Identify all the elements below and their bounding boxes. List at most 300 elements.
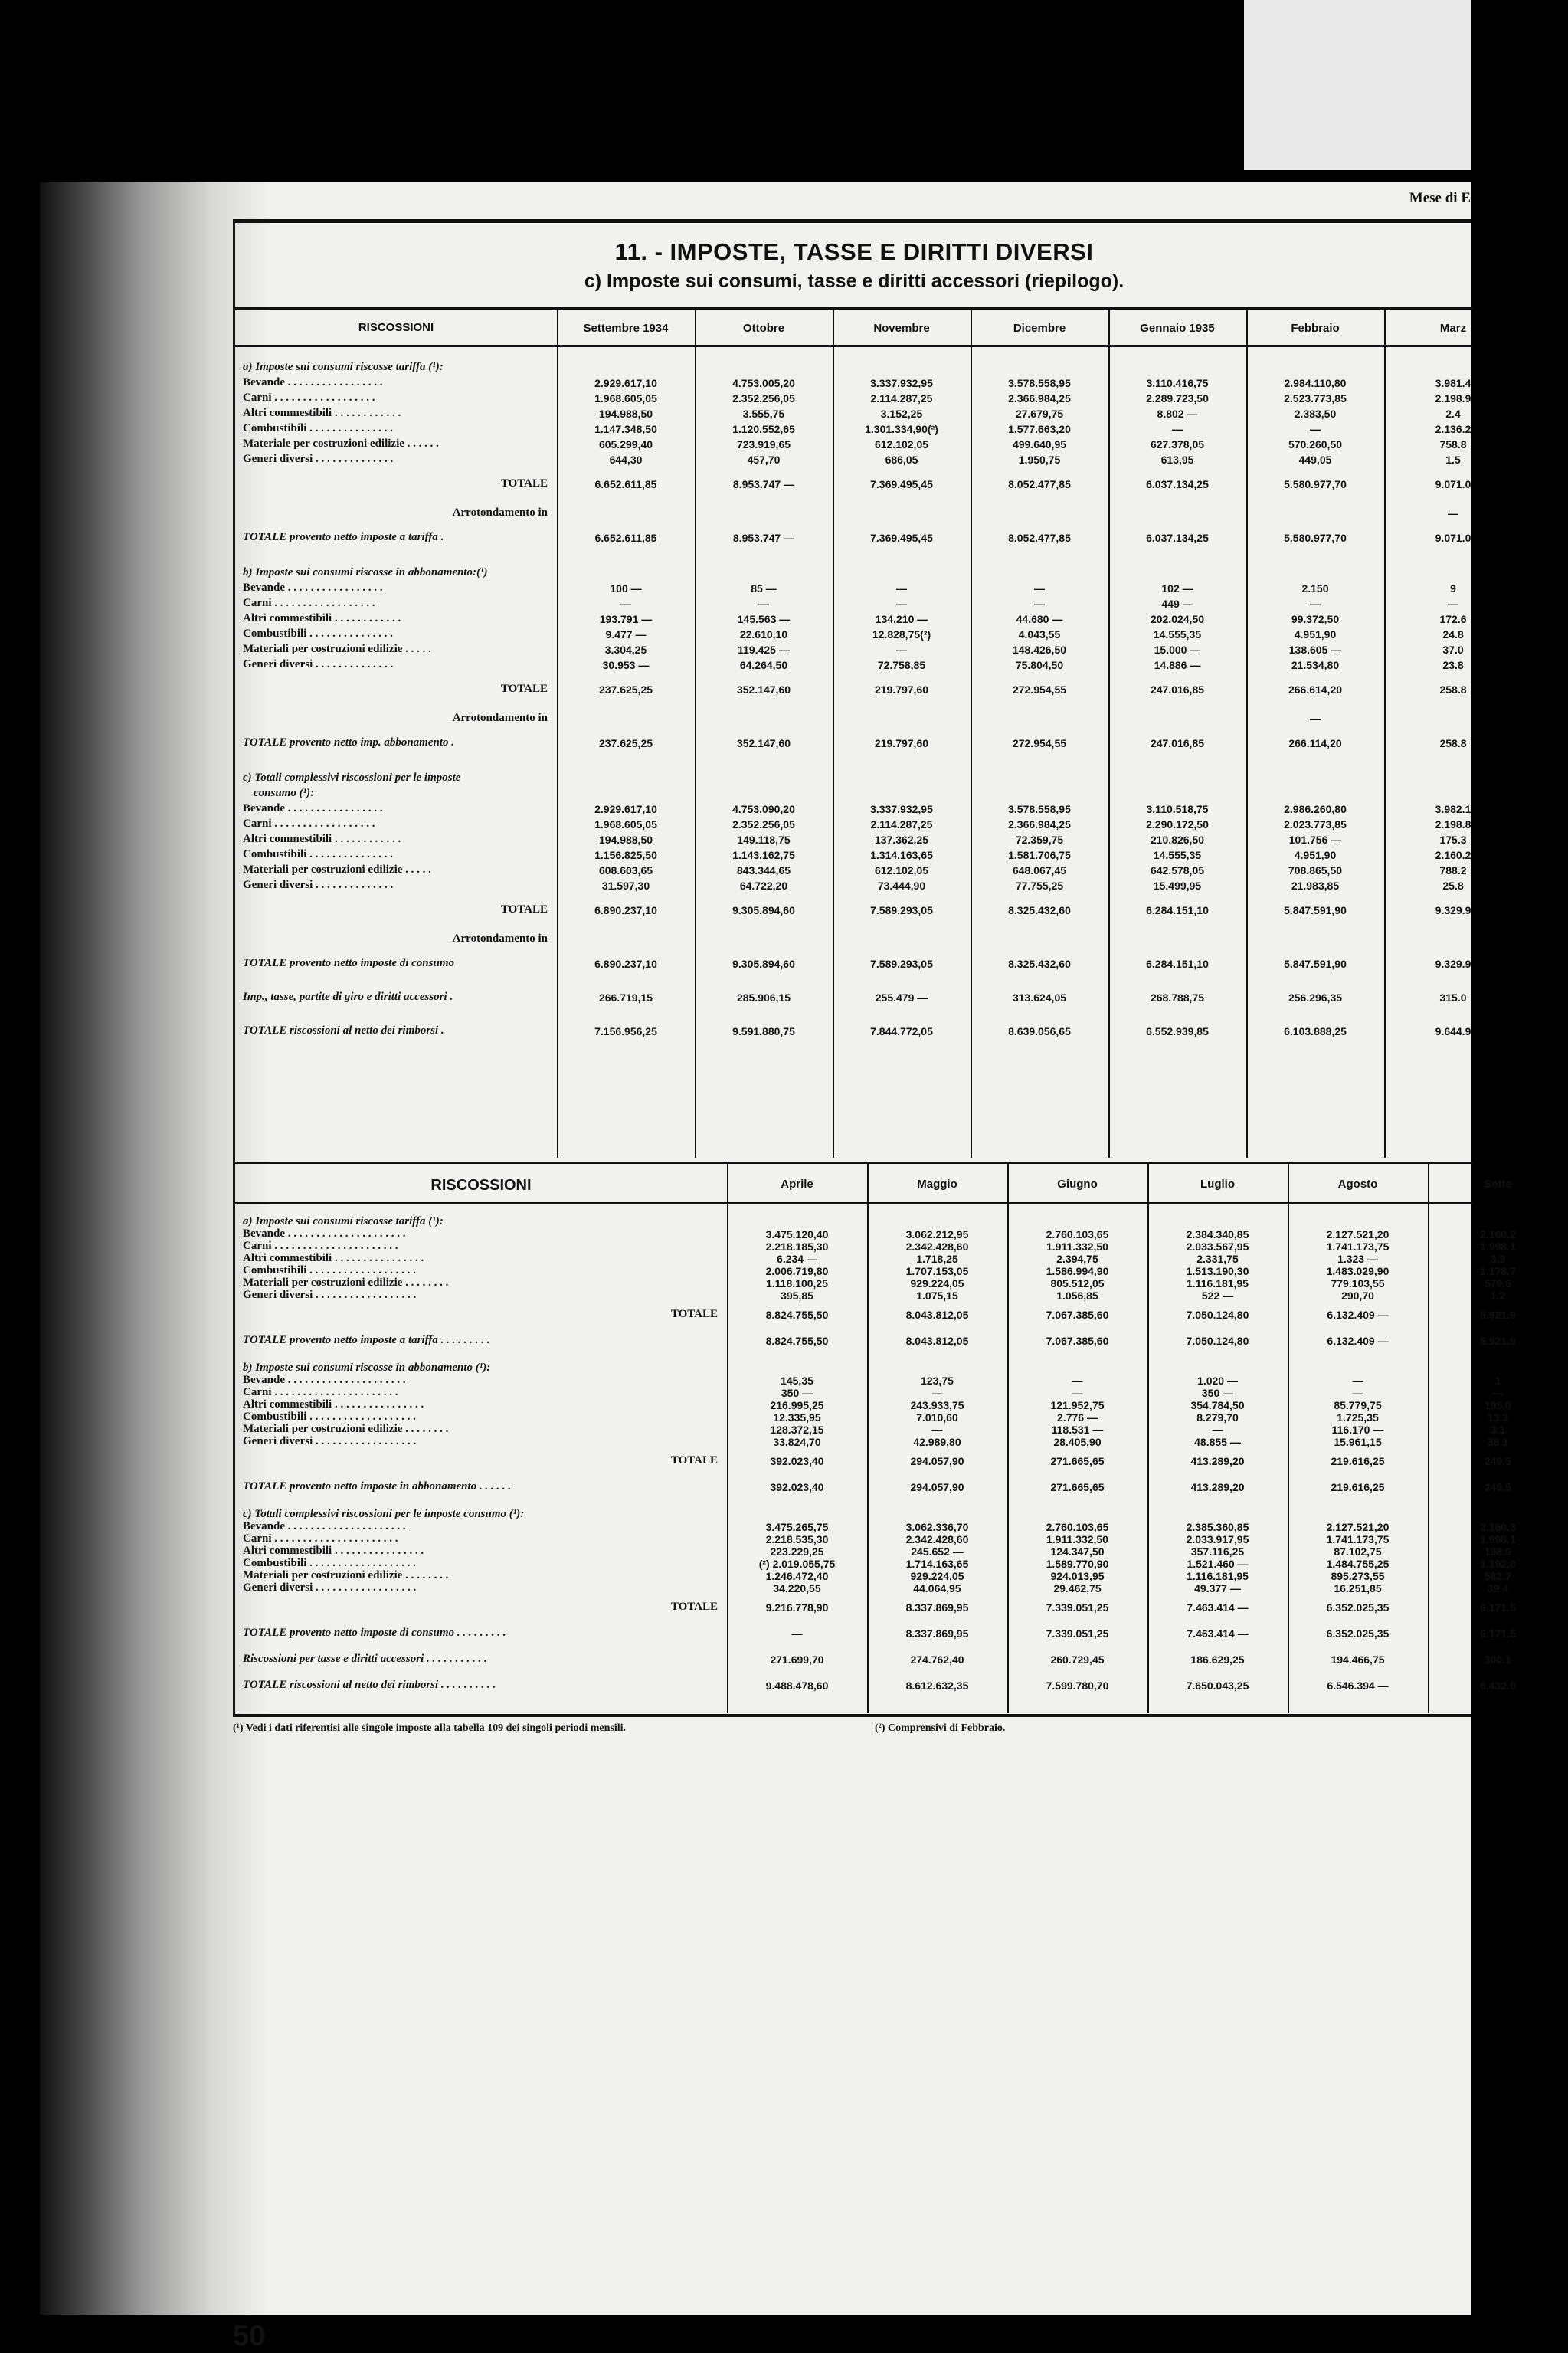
bottom-cell: 33.824,70 xyxy=(773,1436,821,1448)
top-cell: 266.719,15 xyxy=(598,991,653,1004)
bottom-cell: 1.714.163,65 xyxy=(905,1558,969,1570)
top-cell: 15.499,95 xyxy=(1153,880,1202,892)
bottom-cell: 300.1 xyxy=(1484,1653,1512,1666)
top-cell: 268.788,75 xyxy=(1150,991,1205,1004)
top-cell: 7.589.293,05 xyxy=(870,958,933,970)
bottom-cell: 779.103,55 xyxy=(1331,1277,1385,1290)
top-cell: 3.555,75 xyxy=(742,408,785,420)
bottom-cell: 219.616,25 xyxy=(1331,1455,1385,1467)
bottom-row-label: Altri commestibili . . . . . . . . . . . . . . . . xyxy=(243,1545,424,1557)
top-cell: 605.299,40 xyxy=(598,438,653,451)
top-row-label: Arrotondamento in xyxy=(452,712,548,724)
top-row-label: Bevande . . . . . . . . . . . . . . . . . xyxy=(243,802,383,814)
top-cell: 4.753.090,20 xyxy=(732,803,795,815)
top-cell: 256.296,35 xyxy=(1288,991,1343,1004)
top-cell: 449 — xyxy=(1161,598,1193,610)
top-cell: 1.143.162,75 xyxy=(732,849,795,861)
bottom-cell: 2.006.719,80 xyxy=(765,1265,829,1277)
footnote-2: (²) Comprensivi di Febbraio. xyxy=(875,1722,1006,1734)
bottom-cell: — xyxy=(1352,1375,1363,1387)
bottom-cell: 29.462,75 xyxy=(1053,1582,1102,1594)
top-row-label: Altri commestibili . . . . . . . . . . . . xyxy=(243,612,401,624)
bottom-cell: 7.650.043,25 xyxy=(1186,1680,1249,1692)
top-cell: 9.305.894,60 xyxy=(732,958,795,970)
top-cell: 6.890.237,10 xyxy=(594,904,657,916)
bottom-cell: 1 xyxy=(1494,1375,1501,1387)
bottom-cell: 1.323 — xyxy=(1337,1253,1378,1265)
bottom-cell: 7.463.414 — xyxy=(1187,1601,1249,1614)
bottom-cell: 6.234 — xyxy=(777,1253,817,1265)
top-cell: 1.314.163,65 xyxy=(870,849,933,861)
bottom-cell: 1.707.153,05 xyxy=(905,1265,969,1277)
top-cell: 8.639.056,65 xyxy=(1008,1025,1071,1037)
top-cell: 6.652.611,85 xyxy=(594,532,657,544)
bottom-cell: 392.023,40 xyxy=(770,1455,824,1467)
bottom-cell: 2.760.103,65 xyxy=(1046,1228,1109,1240)
bottom-cell: 8.043.812,05 xyxy=(905,1335,969,1347)
bottom-cell: 1.998.1 xyxy=(1480,1240,1516,1253)
top-cell: 3.982.1 xyxy=(1435,803,1471,815)
bottom-cell: 1.725,35 xyxy=(1337,1411,1379,1424)
bottom-col-header: Giugno xyxy=(1057,1178,1098,1191)
running-header xyxy=(201,182,1471,206)
bottom-cell: 1.483.029,90 xyxy=(1326,1265,1390,1277)
top-cell: 1.577.663,20 xyxy=(1008,423,1071,435)
top-cell: 2.929.617,10 xyxy=(594,803,657,815)
top-cell: 2.366.984,25 xyxy=(1008,818,1071,831)
top-cell: 5.847.591,90 xyxy=(1284,904,1347,916)
bottom-cell: 15.961,15 xyxy=(1334,1436,1382,1448)
bottom-cell: 12.335,95 xyxy=(773,1411,821,1424)
bottom-cell: — xyxy=(1212,1424,1223,1436)
bottom-cell: 16.251,85 xyxy=(1334,1582,1382,1594)
top-cell: 175.3 xyxy=(1439,834,1467,846)
top-cell: 219.797,60 xyxy=(874,737,929,749)
top-cell: — xyxy=(1448,507,1458,519)
bottom-row-label: c) Totali complessivi riscossioni per le imposte consumo (¹): xyxy=(243,1508,525,1520)
bottom-cell: 44.064,95 xyxy=(913,1582,961,1594)
bottom-cell: 8.043.812,05 xyxy=(905,1309,969,1321)
bottom-cell: 1.911.332,50 xyxy=(1046,1240,1108,1253)
top-cell: 237.625,25 xyxy=(598,737,653,749)
bottom-cell: 249.5 xyxy=(1484,1455,1512,1467)
top-col-header: Novembre xyxy=(873,322,930,335)
top-cell: 30.953 — xyxy=(602,659,650,671)
bottom-cell: 2.776 — xyxy=(1057,1411,1098,1424)
bottom-cell: 8.337.869,95 xyxy=(905,1601,969,1614)
top-cell: 2.290.172,50 xyxy=(1146,818,1209,831)
bottom-col-header: Aprile xyxy=(781,1178,813,1191)
top-cell: 499.640,95 xyxy=(1012,438,1067,451)
top-cell: 1.147.348,50 xyxy=(594,423,657,435)
bottom-row-label: Materiali per costruzioni edilizie . . . . . . . . xyxy=(243,1423,449,1435)
top-cell: 27.679,75 xyxy=(1015,408,1064,420)
bottom-cell: 271.665,65 xyxy=(1050,1455,1105,1467)
top-cell: 723.919,65 xyxy=(736,438,791,451)
top-cell: 8.953.747 — xyxy=(732,478,795,490)
bottom-cell: 3.062.212,95 xyxy=(905,1228,969,1240)
top-cell: 9.477 — xyxy=(605,628,647,641)
top-row-label: Materiali per costruzioni edilizie . . . . . xyxy=(243,643,431,655)
bottom-cell: 5.921.9 xyxy=(1480,1309,1516,1321)
bottom-cell: 1.484.755,25 xyxy=(1326,1558,1390,1570)
top-cell: 9.644.9 xyxy=(1435,1025,1471,1037)
top-cell: 3.304,25 xyxy=(604,644,647,656)
top-cell: 4.043,55 xyxy=(1018,628,1061,641)
bottom-cell: 7.067.385,60 xyxy=(1046,1335,1109,1347)
bottom-cell: 6.171.5 xyxy=(1480,1601,1516,1614)
bottom-cell: 186.629,25 xyxy=(1190,1653,1245,1666)
top-cell: 1.581.706,75 xyxy=(1008,849,1071,861)
top-cell: 8.052.477,85 xyxy=(1008,532,1071,544)
top-cell: 8.953.747 — xyxy=(732,532,795,544)
top-cell: 613,95 xyxy=(1160,454,1194,466)
top-cell: 9.591.880,75 xyxy=(732,1025,795,1037)
bottom-cell: 7.339.051,25 xyxy=(1046,1601,1109,1614)
top-cell: 788.2 xyxy=(1439,864,1467,877)
top-cell: 72.359,75 xyxy=(1015,834,1064,846)
top-cell: 85 — xyxy=(751,582,777,595)
bottom-cell: 2.033.917,95 xyxy=(1186,1533,1249,1545)
bottom-cell: (²) 2.019.055,75 xyxy=(758,1558,836,1570)
top-row-label: TOTALE xyxy=(500,683,548,695)
bottom-row-label: Combustibili . . . . . . . . . . . . . . . . . . . xyxy=(243,1264,416,1276)
bottom-cell: 1.118.100,25 xyxy=(766,1277,828,1290)
top-cell: 3.152,25 xyxy=(880,408,923,420)
top-cell: 315.0 xyxy=(1439,991,1467,1004)
top-cell: 172.6 xyxy=(1439,613,1467,625)
top-cell: 14.555,35 xyxy=(1153,849,1202,861)
bottom-cell: 290,70 xyxy=(1341,1290,1374,1302)
bottom-col-header: Sette xyxy=(1484,1178,1512,1191)
top-row-label: Bevande . . . . . . . . . . . . . . . . . xyxy=(243,582,383,594)
bottom-cell: — xyxy=(1492,1387,1504,1399)
bottom-cell: 2.033.567,95 xyxy=(1186,1240,1249,1253)
top-cell: 194.988,50 xyxy=(598,408,653,420)
top-cell: — xyxy=(1310,713,1321,725)
top-cell: 1.301.334,90(²) xyxy=(865,423,938,435)
bottom-cell: 38.1 xyxy=(1487,1436,1509,1448)
top-cell: 44.680 — xyxy=(1016,613,1063,625)
top-row-label: Materiali per costruzioni edilizie . . . . . xyxy=(243,864,431,876)
top-cell: 3.337.932,95 xyxy=(870,377,933,389)
top-cell: — xyxy=(896,598,907,610)
bottom-row-label: Bevande . . . . . . . . . . . . . . . . . . . . . xyxy=(243,1227,406,1240)
bottom-cell: 124.347,50 xyxy=(1050,1545,1105,1558)
top-cell: 7.369.495,45 xyxy=(870,532,933,544)
bottom-row-label: TOTALE xyxy=(670,1454,718,1467)
top-cell: 119.425 — xyxy=(738,644,790,656)
bottom-cell: 294.057,90 xyxy=(910,1481,964,1493)
top-cell: — xyxy=(620,598,631,610)
bottom-row-label: TOTALE riscossioni al netto dei rimborsi . . . . . . . . . . xyxy=(243,1679,496,1691)
top-cell: 99.372,50 xyxy=(1291,613,1340,625)
bottom-cell: 28.405,90 xyxy=(1053,1436,1102,1448)
top-row-label: TOTALE xyxy=(500,477,548,490)
top-cell: 14.555,35 xyxy=(1153,628,1202,641)
top-row-label: Combustibili . . . . . . . . . . . . . . . xyxy=(243,422,393,434)
top-cell: 23.8 xyxy=(1442,659,1464,671)
bottom-cell: 294.057,90 xyxy=(910,1455,964,1467)
top-row-label: a) Imposte sui consumi riscosse tariffa (¹): xyxy=(243,361,444,373)
top-cell: 8.325.432,60 xyxy=(1008,904,1071,916)
top-cell: 148.426,50 xyxy=(1012,644,1067,656)
bottom-row-label: Generi diversi . . . . . . . . . . . . . . . . . . xyxy=(243,1435,417,1447)
top-cell: — xyxy=(896,644,907,656)
top-cell: 77.755,25 xyxy=(1015,880,1064,892)
top-cell: 612.102,05 xyxy=(874,438,929,451)
top-cell: 313.624,05 xyxy=(1012,991,1067,1004)
top-row-label: TOTALE provento netto imp. abbonamento . xyxy=(243,736,454,749)
top-row-label: Imp., tasse, partite di giro e diritti accessori . xyxy=(243,991,453,1003)
bottom-cell: 7.067.385,60 xyxy=(1046,1309,1109,1321)
top-cell: 6.037.134,25 xyxy=(1146,532,1209,544)
top-cell: 6.552.939,85 xyxy=(1146,1025,1209,1037)
bottom-row-label: Combustibili . . . . . . . . . . . . . . . . . . . xyxy=(243,1411,416,1423)
top-row-label: Combustibili . . . . . . . . . . . . . . . xyxy=(243,628,393,640)
bottom-cell: 118.531 — xyxy=(1051,1424,1104,1436)
top-cell: 21.983,85 xyxy=(1291,880,1340,892)
top-cell: 352.147,60 xyxy=(736,683,791,696)
bottom-cell: 8.824.755,50 xyxy=(765,1335,829,1347)
top-cell: — xyxy=(1448,598,1458,610)
bottom-cell: 195.0 xyxy=(1484,1399,1512,1411)
top-row-label: TOTALE xyxy=(500,903,548,916)
top-cell: — xyxy=(1172,423,1183,435)
top-row-label: consumo (¹): xyxy=(254,787,315,799)
top-cell: 1.5 xyxy=(1445,454,1461,466)
top-header-riscossioni: RISCOSSIONI xyxy=(358,321,434,334)
top-cell: 4.753.005,20 xyxy=(732,377,795,389)
bottom-row-label: TOTALE xyxy=(670,1308,718,1320)
top-cell: 2.986.260,80 xyxy=(1284,803,1347,815)
bottom-cell: 1.2 xyxy=(1490,1290,1506,1302)
bottom-cell: 413.289,20 xyxy=(1190,1481,1245,1493)
bottom-cell: 116.170 — xyxy=(1331,1424,1384,1436)
top-cell: 3.578.558,95 xyxy=(1008,377,1071,389)
table-subtitle: c) Imposte sui consumi, tasse e diritti accessori (riepilogo). xyxy=(584,270,1124,292)
bottom-row-label: TOTALE provento netto imposte a tariffa . . . . . . . . . xyxy=(243,1334,490,1346)
bottom-cell: 395,85 xyxy=(781,1290,813,1302)
top-cell: 686,05 xyxy=(885,454,918,466)
bottom-cell: 9.488.478,60 xyxy=(765,1680,829,1692)
top-cell: 708.865,50 xyxy=(1288,864,1343,877)
bottom-cell: 145,35 xyxy=(781,1375,813,1387)
bottom-cell: 42.989,80 xyxy=(913,1436,961,1448)
top-col-header: Dicembre xyxy=(1013,322,1066,335)
bottom-cell: 271.665,65 xyxy=(1050,1481,1105,1493)
top-cell: 2.352.256,05 xyxy=(732,392,795,405)
top-cell: 12.828,75(²) xyxy=(872,628,931,641)
bottom-cell: 3.475.120,40 xyxy=(765,1228,829,1240)
top-cell: 608.603,65 xyxy=(598,864,653,877)
bottom-cell: 2.218.535,30 xyxy=(765,1533,829,1545)
bottom-row-label: a) Imposte sui consumi riscosse tariffa (¹): xyxy=(243,1215,444,1227)
top-cell: 2.198.8 xyxy=(1435,818,1471,831)
top-row-label: Bevande . . . . . . . . . . . . . . . . . xyxy=(243,376,383,388)
bottom-cell: 1.718,25 xyxy=(916,1253,958,1265)
top-cell: 7.844.772,05 xyxy=(870,1025,933,1037)
top-cell: 6.890.237,10 xyxy=(594,958,657,970)
bottom-cell: 2.342.428,60 xyxy=(905,1533,969,1545)
background-photo-corner xyxy=(1244,0,1471,170)
top-cell: 2.114.287,25 xyxy=(870,818,933,831)
top-row-label: b) Imposte sui consumi riscosse in abbonamento:(¹) xyxy=(243,566,488,578)
top-row-label: TOTALE provento netto imposte di consumo xyxy=(243,957,454,969)
bottom-cell: 2.384.340,85 xyxy=(1186,1228,1249,1240)
bottom-cell: 354.784,50 xyxy=(1190,1399,1245,1411)
bottom-cell: 8.824.755,50 xyxy=(765,1309,829,1321)
top-cell: 247.016,85 xyxy=(1150,737,1205,749)
top-cell: 648.067,45 xyxy=(1012,864,1067,877)
bottom-cell: 1.911.332,50 xyxy=(1046,1533,1108,1545)
top-cell: 219.797,60 xyxy=(874,683,929,696)
top-cell: 6.037.134,25 xyxy=(1146,478,1209,490)
top-row-label: Materiale per costruzioni edilizie . . . . . . xyxy=(243,438,439,450)
bottom-cell: 1.116.181,95 xyxy=(1187,1570,1249,1582)
top-row-label: Carni . . . . . . . . . . . . . . . . . . xyxy=(243,818,375,830)
bottom-cell: 895.273,55 xyxy=(1331,1570,1385,1582)
bottom-cell: 582.7 xyxy=(1484,1570,1512,1582)
top-cell: 37.0 xyxy=(1442,644,1464,656)
top-cell: 1.120.552,65 xyxy=(732,423,795,435)
bottom-cell: 6.546.394 — xyxy=(1327,1680,1389,1692)
bottom-cell: 8.612.632,35 xyxy=(905,1680,969,1692)
top-cell: 3.110.416,75 xyxy=(1146,377,1209,389)
top-cell: 102 — xyxy=(1161,582,1193,595)
top-cell: 2.366.984,25 xyxy=(1008,392,1071,405)
bottom-cell: 48.855 — xyxy=(1194,1436,1241,1448)
top-cell: 149.118,75 xyxy=(737,834,791,846)
top-cell: 1.156.825,50 xyxy=(594,849,657,861)
bottom-cell: 8.279,70 xyxy=(1196,1411,1239,1424)
bottom-cell: 216.995,25 xyxy=(770,1399,824,1411)
bottom-cell: 522 — xyxy=(1201,1290,1234,1302)
bottom-cell: 49.377 — xyxy=(1194,1582,1241,1594)
top-cell: 75.804,50 xyxy=(1015,659,1064,671)
top-cell: 2.114.287,25 xyxy=(870,392,933,405)
bottom-cell: — xyxy=(1072,1375,1083,1387)
bottom-cell: 1.741.173,75 xyxy=(1326,1240,1390,1253)
bottom-cell: 1.192.0 xyxy=(1480,1558,1516,1570)
top-cell: 6.652.611,85 xyxy=(594,478,657,490)
top-cell: 627.378,05 xyxy=(1150,438,1205,451)
bottom-cell: 1.589.770,90 xyxy=(1046,1558,1109,1570)
top-cell: 2.4 xyxy=(1445,408,1461,420)
bottom-cell: 392.023,40 xyxy=(770,1481,824,1493)
bottom-cell: 13.3 xyxy=(1487,1411,1509,1424)
top-col-header: Ottobre xyxy=(742,322,785,335)
bottom-cell: 198.9 xyxy=(1484,1545,1512,1558)
top-cell: 2.289.723,50 xyxy=(1146,392,1209,405)
bottom-cell: 805.512,05 xyxy=(1050,1277,1105,1290)
top-col-header: Settembre 1934 xyxy=(583,322,669,335)
bottom-cell: 2.127.521,20 xyxy=(1326,1521,1390,1533)
bottom-cell: 1.075,15 xyxy=(916,1290,958,1302)
top-cell: 9 xyxy=(1450,582,1456,595)
bottom-cell: 357.116,25 xyxy=(1190,1545,1245,1558)
top-cell: 9.071.0 xyxy=(1435,478,1471,490)
bottom-cell: 223.229,25 xyxy=(770,1545,824,1558)
top-cell: 6.284.151,10 xyxy=(1146,958,1209,970)
top-cell: 21.534,80 xyxy=(1291,659,1340,671)
summary-table xyxy=(233,219,1516,1717)
top-cell: 64.722,20 xyxy=(739,880,788,892)
bottom-cell: 7.050.124,80 xyxy=(1186,1309,1249,1321)
top-cell: — xyxy=(758,598,769,610)
top-cell: 612.102,05 xyxy=(874,864,929,877)
bottom-cell: 7.010,60 xyxy=(916,1411,958,1424)
top-cell: 210.826,50 xyxy=(1150,834,1205,846)
bottom-row-label: TOTALE provento netto imposte in abbonamento . . . . . . xyxy=(243,1480,512,1493)
top-cell: 247.016,85 xyxy=(1150,683,1205,696)
top-cell: 2.136.2 xyxy=(1435,423,1471,435)
top-row-label: Arrotondamento in xyxy=(452,932,548,945)
bottom-cell: 123,75 xyxy=(921,1375,954,1387)
top-cell: 193.791 — xyxy=(599,613,653,625)
top-cell: 6.284.151,10 xyxy=(1146,904,1209,916)
top-cell: 64.264,50 xyxy=(739,659,788,671)
top-row-label: Altri commestibili . . . . . . . . . . . . xyxy=(243,407,401,419)
bottom-col-header: Luglio xyxy=(1200,1178,1235,1191)
top-cell: 14.886 — xyxy=(1154,659,1201,671)
top-row-label: TOTALE riscossioni al netto dei rimborsi . xyxy=(243,1024,444,1037)
bottom-cell: 2.160.2 xyxy=(1480,1228,1516,1240)
bottom-cell: 7.463.414 — xyxy=(1187,1627,1249,1640)
top-row-label: Generi diversi . . . . . . . . . . . . . . xyxy=(243,658,394,670)
top-cell: 2.984.110,80 xyxy=(1284,377,1347,389)
bottom-row-label: Carni . . . . . . . . . . . . . . . . . . . . . . xyxy=(243,1240,398,1252)
bottom-cell: 929.224,05 xyxy=(910,1277,964,1290)
top-row-label: TOTALE provento netto imposte a tariffa . xyxy=(243,531,444,543)
table-title: 11. - IMPOSTE, TASSE E DIRITTI DIVERSI xyxy=(614,238,1094,265)
top-cell: 285.906,15 xyxy=(736,991,791,1004)
bottom-cell: 6.132.409 — xyxy=(1327,1335,1389,1347)
top-cell: 2.198.9 xyxy=(1435,392,1471,405)
top-cell: 25.8 xyxy=(1442,880,1464,892)
bottom-cell: 7.339.051,25 xyxy=(1046,1627,1109,1640)
bottom-cell: 85.779,75 xyxy=(1334,1399,1382,1411)
bottom-cell: 3.1 xyxy=(1490,1424,1506,1436)
bottom-cell: 121.952,75 xyxy=(1050,1399,1105,1411)
top-cell: 138.605 — xyxy=(1288,644,1342,656)
bottom-row-label: Carni . . . . . . . . . . . . . . . . . . . . . . xyxy=(243,1532,398,1545)
top-row-label: Generi diversi . . . . . . . . . . . . . . xyxy=(243,879,394,891)
bottom-row-label: Combustibili . . . . . . . . . . . . . . . . . . . xyxy=(243,1557,416,1569)
top-cell: 24.8 xyxy=(1442,628,1464,641)
top-cell: 570.260,50 xyxy=(1288,438,1343,451)
bottom-cell: 924.013,95 xyxy=(1050,1570,1105,1582)
bottom-cell: 1.586.994,90 xyxy=(1046,1265,1109,1277)
bottom-cell: 245.652 — xyxy=(911,1545,964,1558)
top-cell: 255.479 — xyxy=(875,991,928,1004)
top-cell: 2.352.256,05 xyxy=(732,818,795,831)
bottom-header-riscossioni: RISCOSSIONI xyxy=(430,1177,532,1194)
top-cell: 5.847.591,90 xyxy=(1284,958,1347,970)
top-cell: 237.625,25 xyxy=(598,683,653,696)
top-cell: 7.369.495,45 xyxy=(870,478,933,490)
bottom-row-label: TOTALE xyxy=(670,1601,718,1613)
bottom-cell: 1.513.190,30 xyxy=(1186,1265,1249,1277)
top-row-label: Carni . . . . . . . . . . . . . . . . . . xyxy=(243,392,375,404)
top-cell: 1.968.605,05 xyxy=(594,392,657,405)
top-cell: — xyxy=(896,582,907,595)
top-cell: 100 — xyxy=(610,582,642,595)
bottom-cell: 6.132.409 — xyxy=(1327,1309,1389,1321)
top-row-label: Carni . . . . . . . . . . . . . . . . . . xyxy=(243,597,375,609)
bottom-cell: 2.218.185,30 xyxy=(765,1240,829,1253)
top-cell: 2.150 xyxy=(1301,582,1329,595)
